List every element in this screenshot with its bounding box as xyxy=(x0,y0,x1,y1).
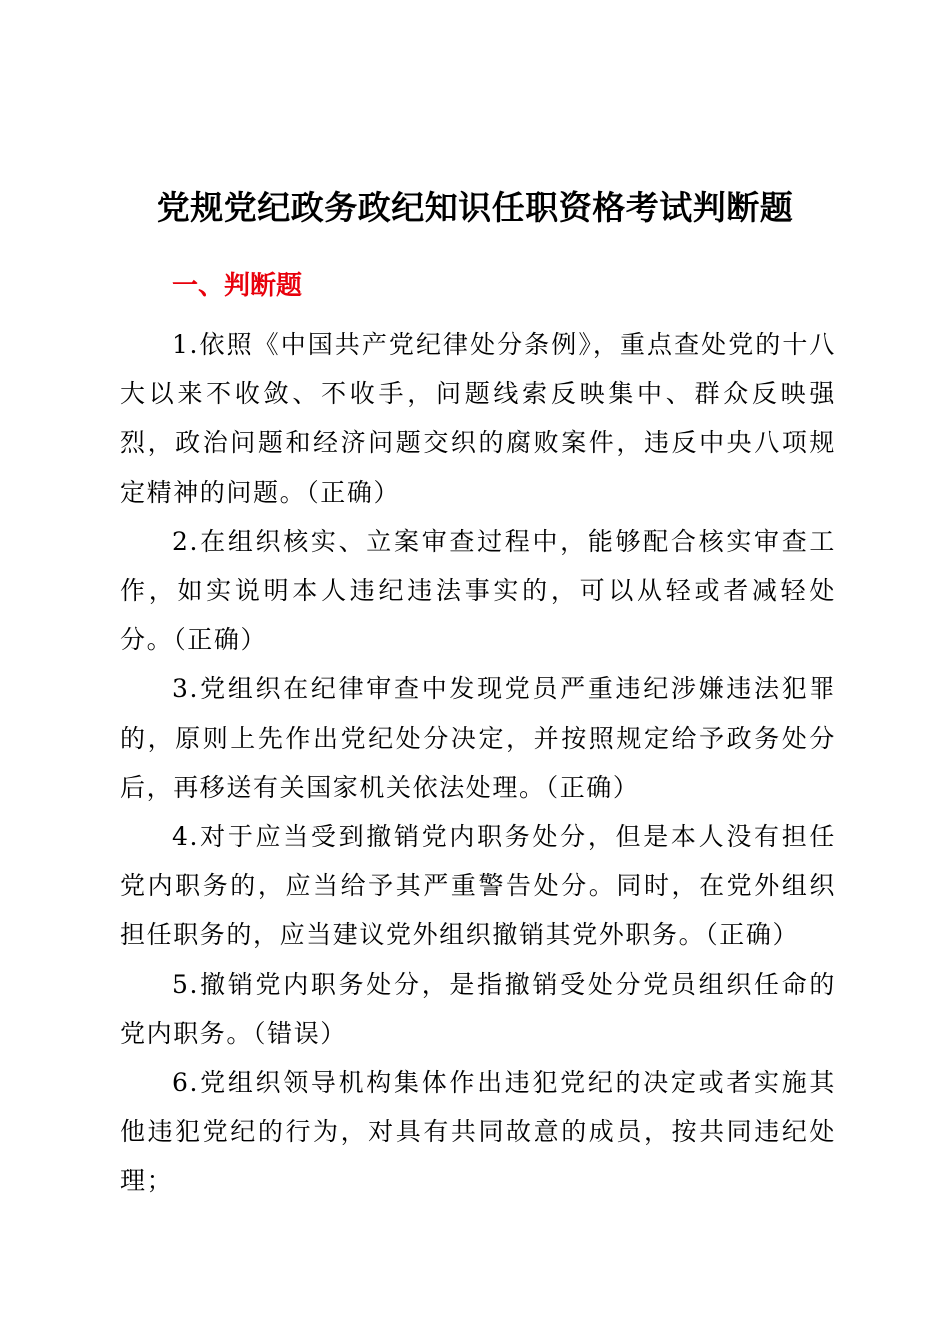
question-1: 1.依照《中国共产党纪律处分条例》，重点查处党的十八大以来不收敛、不收手，问题线索反映集中、群众反映强烈，政治问题和经济问题交织的腐败案件，违反中央八项规定精神的问题。（正确） xyxy=(120,330,836,507)
question-6: 6.党组织领导机构集体作出违犯党纪的决定或者实施其他违犯党纪的行为，对具有共同故意的成员，按共同违纪处理； xyxy=(120,1068,836,1196)
question-2: 2.在组织核实、立案审查过程中，能够配合核实审查工作，如实说明本人违纪违法事实的，可以从轻或者减轻处分。（正确） xyxy=(120,526,836,655)
document-title: 党规党纪政务政纪知识任职资格考试判断题 xyxy=(156,188,794,227)
question-list xyxy=(120,320,836,1206)
section-heading: 一、判断题 xyxy=(172,271,303,301)
question-3: 3.党组织在纪律审查中发现党员严重违纪涉嫌违法犯罪的，原则上先作出党纪处分决定，并按照规定给予政务处分后，再移送有关国家机关依法处理。（正确） xyxy=(120,674,836,802)
question-4: 4.对于应当受到撤销党内职务处分，但是本人没有担任党内职务的，应当给予其严重警告处分。同时，在党外组织担任职务的，应当建议党外组织撤销其党外职务。（正确） xyxy=(120,822,836,950)
question-5: 5.撤销党内职务处分，是指撤销受处分党员组织任命的党内职务。（错误） xyxy=(120,969,836,1048)
